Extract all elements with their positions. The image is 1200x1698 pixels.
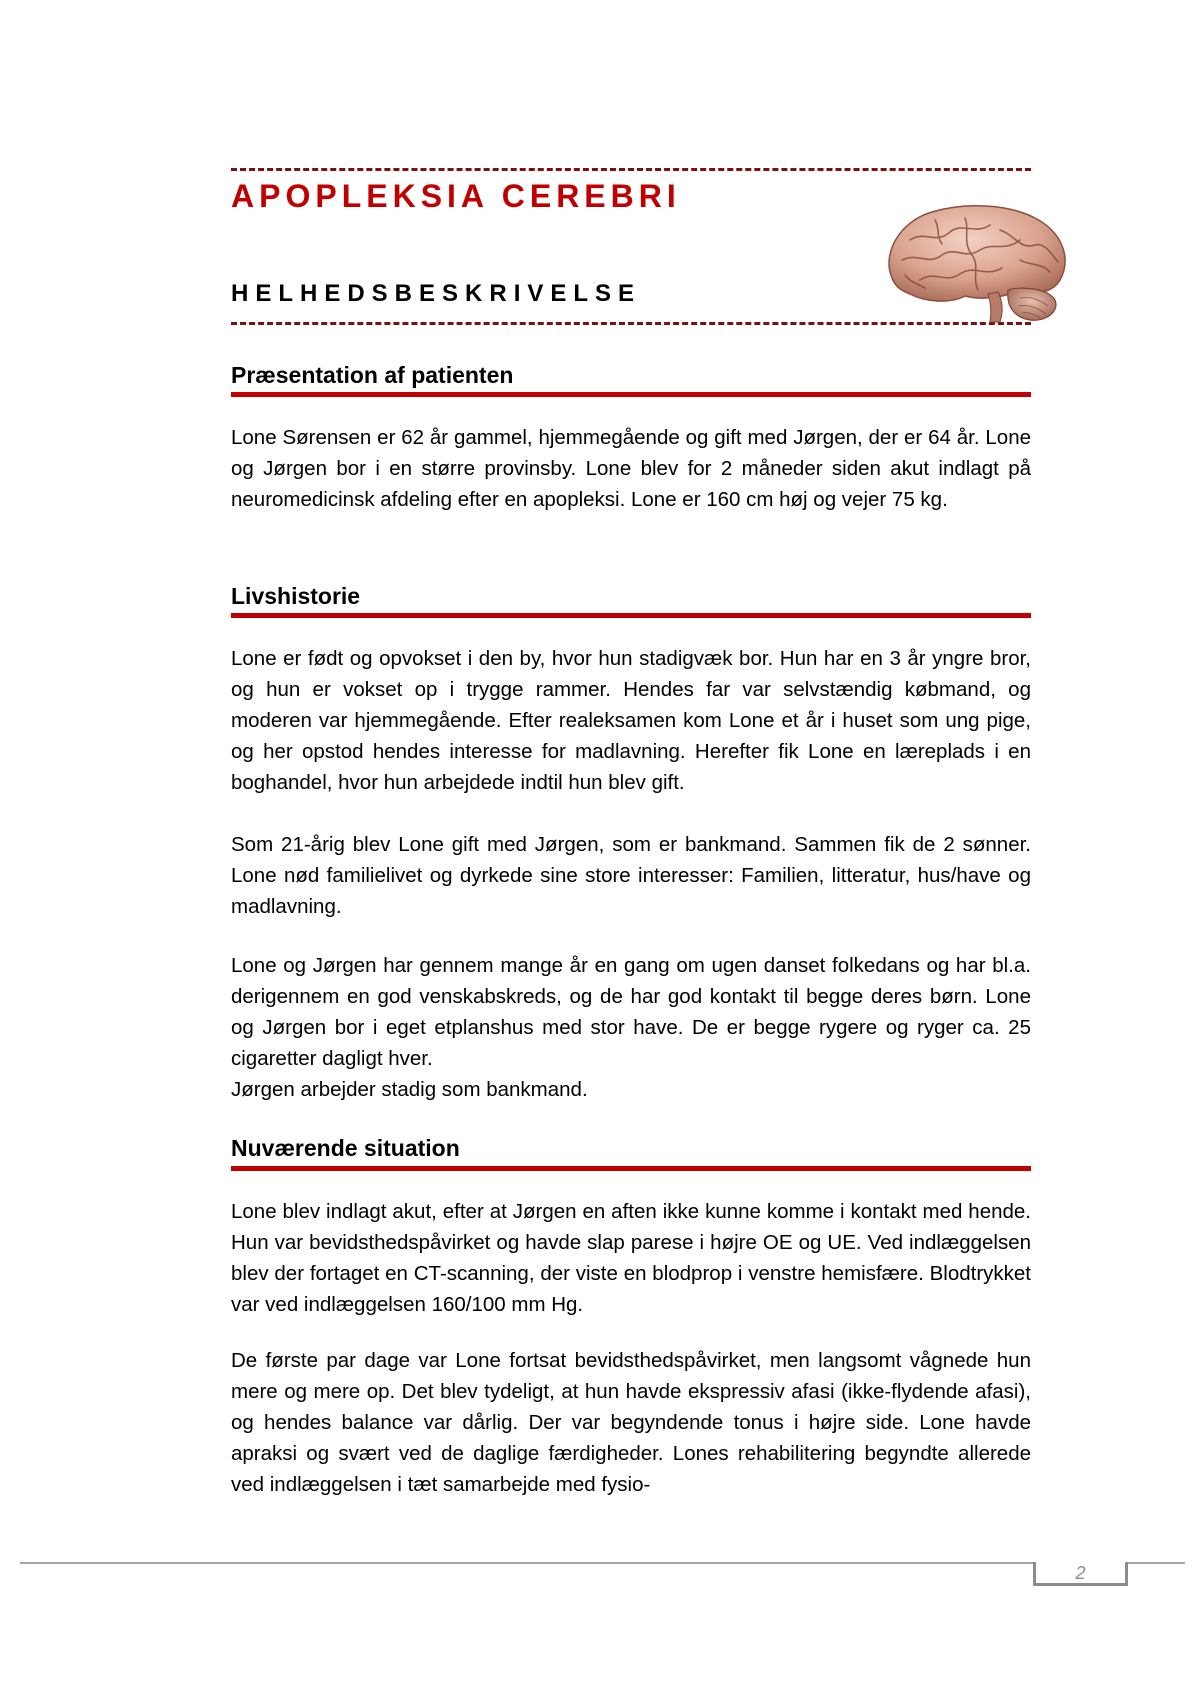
- page-number: 2: [1075, 1563, 1086, 1583]
- section-heading-livshistorie: Livshistorie: [231, 583, 361, 609]
- section-rule-livshistorie: [231, 613, 1031, 618]
- paragraph: Jørgen arbejder stadig som bankmand.: [231, 1078, 588, 1101]
- footer-rule: [20, 1562, 1035, 1564]
- document-title: APOPLEKSIA CEREBRI: [231, 178, 681, 214]
- document-subtitle: HELHEDSBESKRIVELSE: [231, 280, 642, 307]
- paragraph: Lone Sørensen er 62 år gammel, hjemmegående og gift med Jørgen, der er 64 år. Lone og Jørgen bor i en større provinsby. Lone blev for 2 måneder siden akut indlagt på neuromedicinsk afdeling efter en apopleksi. Lone er 160 cm høj og vejer 75 kg.: [231, 426, 1031, 511]
- paragraph: Lone og Jørgen har gennem mange år en gang om ugen danset folkedans og har bl.a. derigennem en god venskabskreds, og de har god kontakt til begge deres børn. Lone og Jørgen bor i eget etplanshus med stor have. De er begge rygere og ryger ca. 25 cigaretter dagligt hver.: [231, 954, 1031, 1070]
- section-rule-presentation: [231, 392, 1031, 397]
- header-top-rule: [231, 168, 1031, 171]
- footer-rule-right: [1128, 1562, 1185, 1564]
- section-heading-nuvaerende: Nuværende situation: [231, 1135, 460, 1161]
- paragraph: Lone blev indlagt akut, efter at Jørgen en aften ikke kunne komme i kontakt med hende. Hun var bevidsthedspåvirket og havde slap parese i højre OE og UE. Ved indlæggelsen blev der fortaget en CT-scanning, der viste en blodprop i venstre hemisfære. Blodtrykket var ved indlæggelsen 160/100 mm Hg.: [231, 1200, 1031, 1316]
- paragraph: Som 21-årig blev Lone gift med Jørgen, som er bankmand. Sammen fik de 2 sønner. Lone nød familielivet og dyrkede sine store interesser: Familien, litteratur, hus/have og madlavning.: [231, 833, 1031, 918]
- paragraph: Lone er født og opvokset i den by, hvor hun stadigvæk bor. Hun har en 3 år yngre bror, og hun er vokset op i trygge rammer. Hendes far var selvstændig købmand, og moderen var hjemmegående. Efter realeksamen kom Lone et år i huset som ung pige, og her opstod hendes interesse for madlavning. Herefter fik Lone en læreplads i en boghandel, hvor hun arbejdede indtil hun blev gift.: [231, 647, 1031, 794]
- section-rule-nuvaerende: [231, 1166, 1031, 1171]
- brain-illustration: [880, 200, 1075, 325]
- section-heading-presentation: Præsentation af patienten: [231, 362, 514, 388]
- paragraph: De første par dage var Lone fortsat bevidsthedspåvirket, men langsomt vågnede hun mere og mere op. Det blev tydeligt, at hun havde ekspressiv afasi (ikke-flydende afasi), og hendes balance var dårlig. Der var begyndende tonus i højre side. Lone havde apraksi og svært ved de daglige færdigheder. Lones rehabilitering begyndte allerede ved indlæggelsen i tæt samarbejde med fysio-: [231, 1349, 1031, 1496]
